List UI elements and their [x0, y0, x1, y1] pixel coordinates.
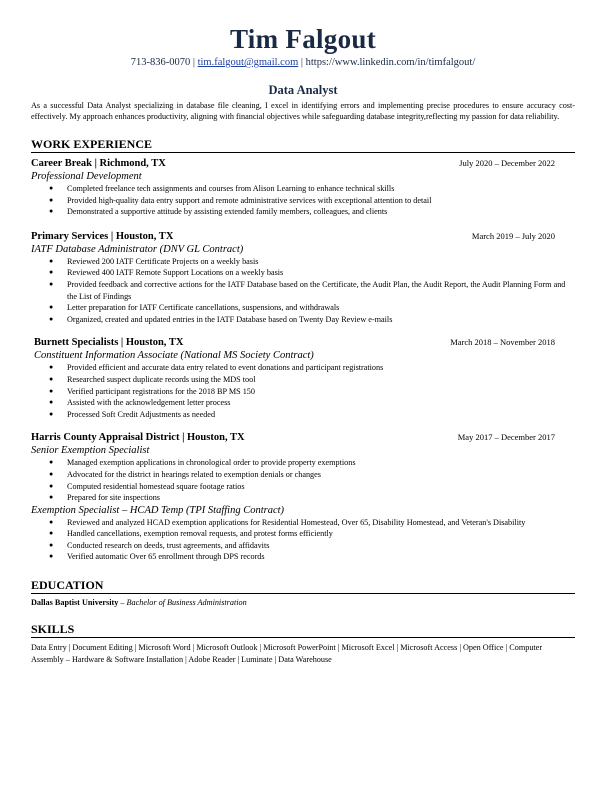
job-bullets — [34, 362, 575, 420]
bullet-item: ● Reviewed 400 IATF Remote Support Locations on a weekly basis — [67, 267, 575, 279]
job-bullets — [31, 256, 575, 326]
skills-heading: SKILLS — [31, 622, 575, 638]
separator: – — [118, 598, 127, 608]
summary-paragraph: As a successful Data Analyst specializing in database file cleaning, I excel in identifying errors and implementing precise procedures to ensure accuracy cost-effectively. My approach enhances productivity, aligning with financial objectives while safeguarding database integrity,reflecting my passion for data reliability. — [31, 101, 575, 121]
bullet-item: ● Verified participant registrations for the 2018 BP MS 150 — [67, 386, 575, 398]
job-bullets — [31, 457, 575, 503]
job-entry — [31, 230, 575, 326]
job-company: Primary Services | Houston, TX — [31, 230, 174, 242]
job-title: Data Analyst — [268, 83, 338, 97]
bullet-item: ● Processed Soft Credit Adjustments as needed — [67, 409, 575, 421]
job-bullets — [31, 517, 575, 563]
linkedin-url: https://www.linkedin.com/in/timfalgout/ — [305, 57, 476, 68]
bullet-item: ● Letter preparation for IATF Certificate cancellations, suspensions, and withdrawals — [67, 302, 575, 314]
bullet-item: ● Provided high-quality data entry support and remote administrative services with exceptional attention to detail — [67, 195, 575, 207]
bullet-item: ● Prepared for site inspections — [67, 492, 575, 504]
bullet-item: ● Organized, created and updated entries in the IATF Database based on Twenty Day Review e-mails — [67, 314, 575, 326]
bullet-item: ● Reviewed and analyzed HCAD exemption applications for Residential Homestead, Over 65, Disability Homestead, and Veteran's Disability — [67, 517, 575, 529]
education-heading: EDUCATION — [31, 578, 575, 594]
bullet-item: ● Conducted research on deeds, trust agreements, and affidavits — [67, 540, 575, 552]
job-dates: March 2018 – November 2018 — [450, 337, 555, 348]
resume-page — [31, 24, 575, 665]
bullet-item: ● Assisted with the acknowledgement letter process — [67, 397, 575, 409]
job-dates: May 2017 – December 2017 — [457, 432, 555, 443]
job-role: IATF Database Administrator (DNV GL Contract) — [31, 243, 244, 255]
bullet-item: ● Researched suspect duplicate records using the MDS tool — [67, 374, 575, 386]
bullet-item: ● Computed residential homestead square footage ratios — [67, 481, 575, 493]
bullet-item: ● Demonstrated a supportive attitude by assisting extended family members, colleagues, and clients — [67, 206, 575, 218]
education-entry — [31, 597, 575, 608]
job-role: Constituent Information Associate (National MS Society Contract) — [34, 350, 314, 362]
job-entry — [31, 157, 575, 218]
job-entry — [31, 431, 575, 563]
bullet-item: ● Advocated for the district in hearings related to exemption denials or changes — [67, 469, 575, 481]
job-role: Exemption Specialist – HCAD Temp (TPI Staffing Contract) — [31, 504, 285, 516]
bullet-item: ● Handled cancellations, exemption removal requests, and protest forms efficiently — [67, 528, 575, 540]
contact-line — [31, 56, 575, 69]
job-entry — [31, 336, 575, 420]
job-dates: March 2019 – July 2020 — [471, 230, 555, 241]
job-bullets — [31, 183, 575, 218]
separator: | — [298, 57, 306, 68]
job-company: Harris County Appraisal District | Houston, TX — [31, 432, 245, 444]
job-company: Career Break | Richmond, TX — [31, 158, 166, 169]
bullet-item: ● Completed freelance tech assignments and courses from Alison Learning to enhance technical skills — [67, 183, 575, 195]
email-link[interactable]: tim.falgout@gmail.com — [197, 57, 299, 68]
job-company: Burnett Specialists | Houston, TX — [34, 337, 184, 349]
job-role: Senior Exemption Specialist — [31, 445, 150, 457]
work-experience-heading: WORK EXPERIENCE — [31, 137, 575, 153]
bullet-item: ● Verified automatic Over 65 enrollment through DPS records — [67, 551, 575, 563]
skills-list: Data Entry | Document Editing | Microsoft Word | Microsoft Outlook | Microsoft PowerPoint | Microsoft Excel | Microsoft Access | Open Office | Computer Assembly – Hardware & Software Installation | Adobe Reader | Luminate | Data Warehouse — [31, 643, 543, 664]
bullet-item: ● Provided efficient and accurate data entry related to event donations and participant registrations — [67, 362, 575, 374]
bullet-item: ● Managed exemption applications in chronological order to provide property exemptions — [67, 457, 575, 469]
school-name: Dallas Baptist University — [31, 598, 119, 608]
degree-name: Bachelor of Business Administration — [126, 598, 247, 608]
job-dates: July 2020 – December 2022 — [459, 158, 555, 168]
separator: | — [190, 57, 198, 68]
bullet-item: ● Reviewed 200 IATF Certificate Projects on a weekly basis — [67, 256, 575, 268]
bullet-item: ● Provided feedback and corrective actions for the IATF Database based on the Certificate, the Audit Plan, the Audit Report, the Audit Planning Form and the List of Findings — [67, 279, 575, 302]
job-role: Professional Development — [31, 171, 142, 182]
phone-number: 713-836-0070 — [130, 57, 191, 68]
candidate-name: Tim Falgout — [229, 24, 377, 54]
